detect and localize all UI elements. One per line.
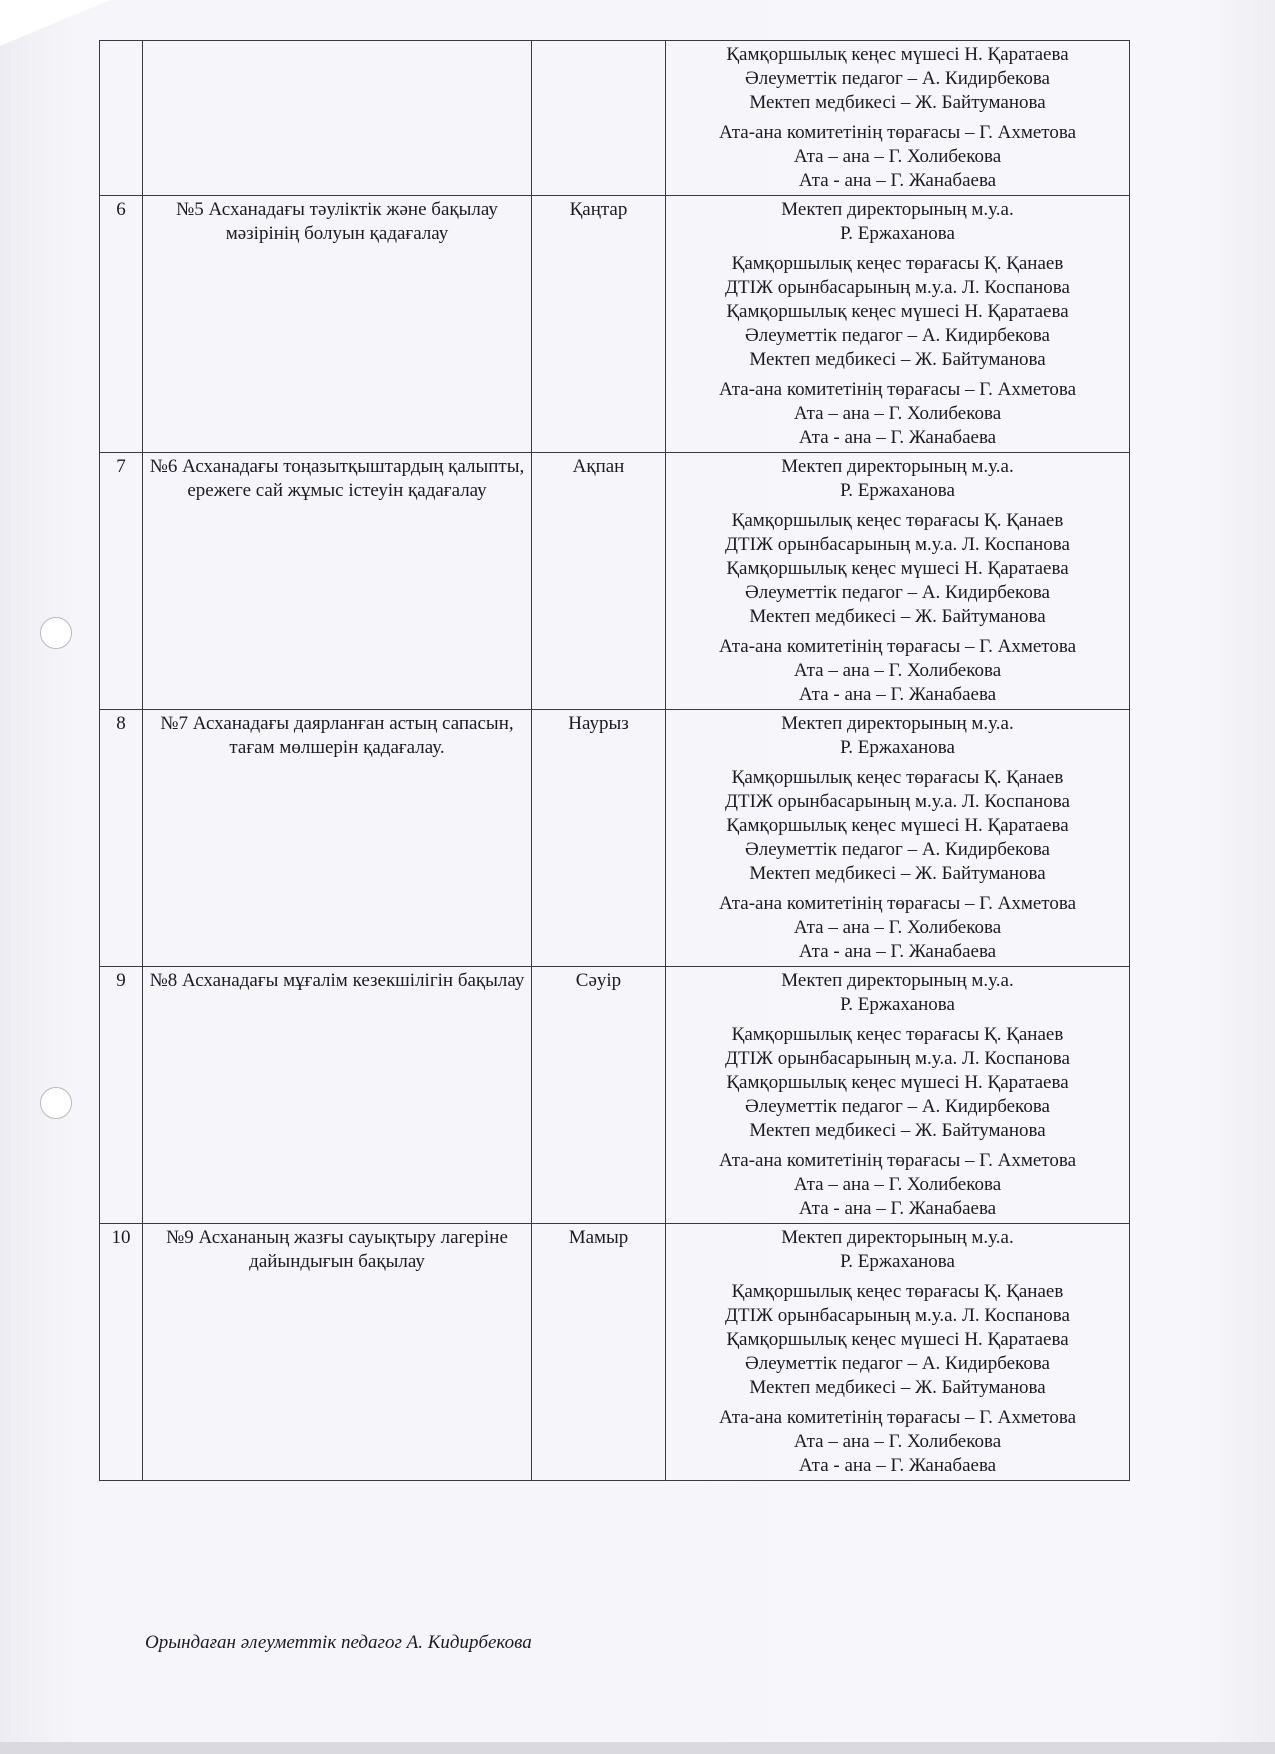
responsible-line: Мектеп медбикесі – Ж. Байтуманова (749, 863, 1046, 884)
responsible-cell (666, 41, 1130, 196)
table-row (100, 1224, 1130, 1481)
signature-line: Орындаған әлеуметтік педагог А. Кидирбекова (145, 1632, 532, 1653)
responsible-line: Әлеуметтік педагог – А. Кидирбекова (745, 1353, 1050, 1374)
responsible-line: Ата-ана комитетінің төрағасы – Г. Ахметова (718, 379, 1077, 400)
responsible-line: Ата – ана – Г. Холибекова (793, 1174, 1002, 1195)
scan-bottom-edge (0, 1742, 1275, 1754)
responsible-line: Р. Ержаханова (840, 994, 955, 1015)
responsible-line: Ата-ана комитетінің төрағасы – Г. Ахметова (718, 1150, 1077, 1171)
responsible-line: ДТІЖ орынбасарының м.у.а. Л. Коспанова (725, 791, 1070, 812)
month-cell (532, 41, 666, 196)
month-cell: Сәуір (532, 967, 666, 1224)
task-cell (143, 41, 532, 196)
table-row (100, 41, 1130, 196)
responsible-line: Ата – ана – Г. Холибекова (793, 146, 1002, 167)
row-number-cell: 6 (100, 196, 143, 453)
month-cell: Қаңтар (532, 196, 666, 453)
responsible-line: Ата - ана – Г. Жанабаева (798, 1198, 997, 1219)
punch-hole-bottom (40, 1087, 72, 1119)
month-cell: Мамыр (532, 1224, 666, 1481)
table-row (100, 710, 1130, 967)
responsible-line: ДТІЖ орынбасарының м.у.а. Л. Коспанова (725, 534, 1070, 555)
folded-corner (0, 0, 110, 46)
responsible-line: Мектеп медбикесі – Ж. Байтуманова (749, 349, 1046, 370)
responsible-line: ДТІЖ орынбасарының м.у.а. Л. Коспанова (725, 1305, 1070, 1326)
responsible-line: Әлеуметтік педагог – А. Кидирбекова (745, 839, 1050, 860)
responsible-line: Мектеп директорының м.у.а. (781, 199, 1014, 220)
row-number-cell: 9 (100, 967, 143, 1224)
responsible-cell (666, 1224, 1130, 1481)
responsible-line: Қамқоршылық кеңес төрағасы Қ. Қанаев (731, 767, 1064, 788)
responsible-line: Ата - ана – Г. Жанабаева (798, 1455, 997, 1476)
row-number-cell: 8 (100, 710, 143, 967)
schedule-table (99, 40, 1130, 1481)
task-cell: №9 Асхананың жазғы сауықтыру лагеріне дайындығын бақылау (143, 1224, 532, 1481)
responsible-line: Мектеп медбикесі – Ж. Байтуманова (749, 92, 1046, 113)
responsible-line: Мектеп директорының м.у.а. (781, 1227, 1014, 1248)
punch-hole-top (40, 617, 72, 649)
responsible-cell (666, 967, 1130, 1224)
responsible-line: Ата – ана – Г. Холибекова (793, 660, 1002, 681)
row-number-cell: 7 (100, 453, 143, 710)
schedule-table-body (100, 41, 1130, 1481)
responsible-line: Ата-ана комитетінің төрағасы – Г. Ахметова (718, 122, 1077, 143)
responsible-line: Ата – ана – Г. Холибекова (793, 1431, 1002, 1452)
responsible-line: Ата – ана – Г. Холибекова (793, 403, 1002, 424)
responsible-cell (666, 196, 1130, 453)
responsible-line: Қамқоршылық кеңес төрағасы Қ. Қанаев (731, 1281, 1064, 1302)
responsible-line: Мектеп медбикесі – Ж. Байтуманова (749, 606, 1046, 627)
responsible-line: Қамқоршылық кеңес төрағасы Қ. Қанаев (731, 253, 1064, 274)
responsible-line: Мектеп директорының м.у.а. (781, 713, 1014, 734)
responsible-line: Қамқоршылық кеңес мүшесі Н. Қаратаева (726, 301, 1069, 322)
responsible-line: Ата-ана комитетінің төрағасы – Г. Ахметова (718, 1407, 1077, 1428)
task-cell: №8 Асханадағы мұғалім кезекшілігін бақылау (143, 967, 532, 1224)
table-row (100, 196, 1130, 453)
month-cell: Ақпан (532, 453, 666, 710)
responsible-line: Р. Ержаханова (840, 480, 955, 501)
responsible-line: Қамқоршылық кеңес төрағасы Қ. Қанаев (731, 1024, 1064, 1045)
responsible-line: Ата-ана комитетінің төрағасы – Г. Ахметова (718, 636, 1077, 657)
responsible-line: Қамқоршылық кеңес мүшесі Н. Қаратаева (726, 815, 1069, 836)
responsible-line: Қамқоршылық кеңес мүшесі Н. Қаратаева (726, 44, 1069, 65)
task-cell: №5 Асханадағы тәуліктік және бақылау мәзірінің болуын қадағалау (143, 196, 532, 453)
responsible-line: Р. Ержаханова (840, 223, 955, 244)
task-cell: №6 Асханадағы тоңазытқыштардың қалыпты, ережеге сай жұмыс істеуін қадағалау (143, 453, 532, 710)
responsible-line: Ата-ана комитетінің төрағасы – Г. Ахметова (718, 893, 1077, 914)
responsible-line: Қамқоршылық кеңес мүшесі Н. Қаратаева (726, 1329, 1069, 1350)
month-cell: Наурыз (532, 710, 666, 967)
responsible-line: Мектеп директорының м.у.а. (781, 456, 1014, 477)
responsible-line: ДТІЖ орынбасарының м.у.а. Л. Коспанова (725, 1048, 1070, 1069)
responsible-line: Әлеуметтік педагог – А. Кидирбекова (745, 582, 1050, 603)
responsible-line: Қамқоршылық кеңес мүшесі Н. Қаратаева (726, 558, 1069, 579)
row-number-cell (100, 41, 143, 196)
responsible-line: Әлеуметтік педагог – А. Кидирбекова (745, 325, 1050, 346)
responsible-line: Ата – ана – Г. Холибекова (793, 917, 1002, 938)
responsible-cell (666, 453, 1130, 710)
responsible-cell (666, 710, 1130, 967)
responsible-line: Мектеп медбикесі – Ж. Байтуманова (749, 1120, 1046, 1141)
responsible-line: ДТІЖ орынбасарының м.у.а. Л. Коспанова (725, 277, 1070, 298)
responsible-line: Ата - ана – Г. Жанабаева (798, 170, 997, 191)
table-row (100, 453, 1130, 710)
task-cell: №7 Асханадағы даярланған астың сапасын, тағам мөлшерін қадағалау. (143, 710, 532, 967)
responsible-line: Қамқоршылық кеңес төрағасы Қ. Қанаев (731, 510, 1064, 531)
row-number-cell: 10 (100, 1224, 143, 1481)
responsible-line: Мектеп медбикесі – Ж. Байтуманова (749, 1377, 1046, 1398)
responsible-line: Ата - ана – Г. Жанабаева (798, 684, 997, 705)
responsible-line: Қамқоршылық кеңес мүшесі Н. Қаратаева (726, 1072, 1069, 1093)
responsible-line: Әлеуметтік педагог – А. Кидирбекова (745, 68, 1050, 89)
responsible-line: Әлеуметтік педагог – А. Кидирбекова (745, 1096, 1050, 1117)
responsible-line: Ата - ана – Г. Жанабаева (798, 941, 997, 962)
table-row (100, 967, 1130, 1224)
responsible-line: Ата - ана – Г. Жанабаева (798, 427, 997, 448)
responsible-line: Р. Ержаханова (840, 737, 955, 758)
responsible-line: Р. Ержаханова (840, 1251, 955, 1272)
responsible-line: Мектеп директорының м.у.а. (781, 970, 1014, 991)
